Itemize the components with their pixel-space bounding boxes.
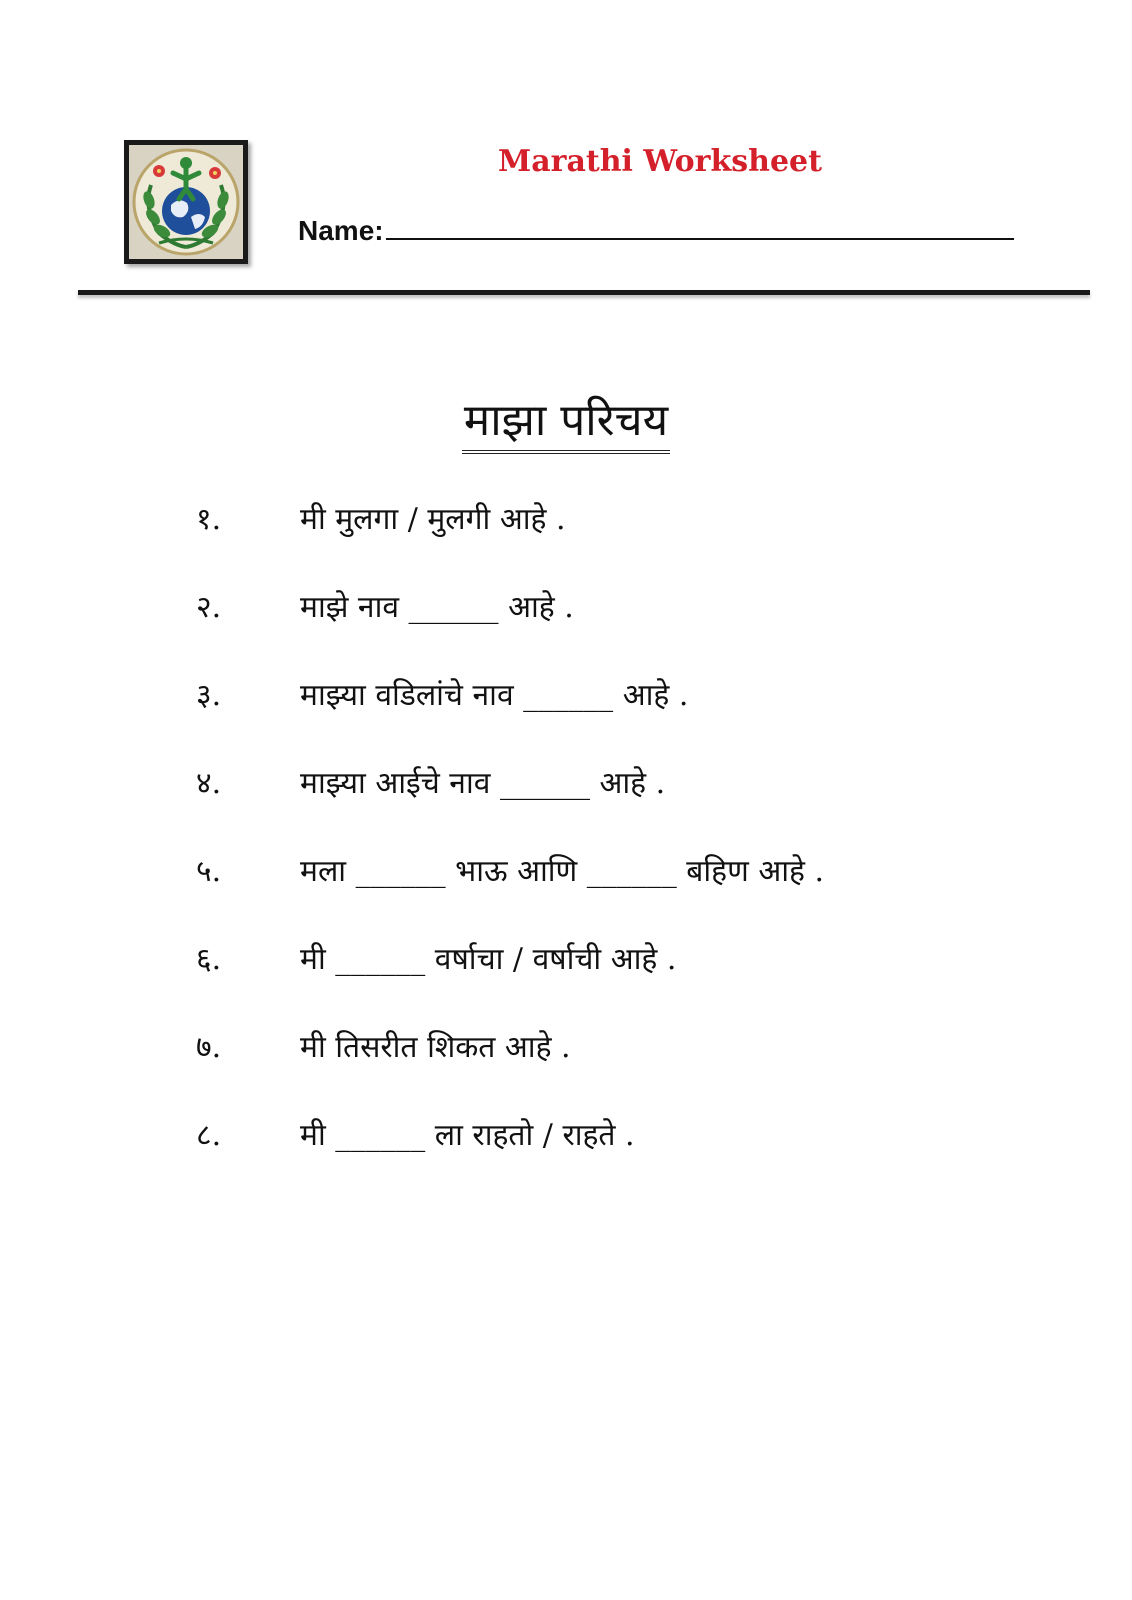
item-text: माझे नाव ______ आहे .: [300, 590, 574, 625]
item-number: ५.: [196, 854, 222, 889]
item-number: २.: [196, 590, 222, 625]
worksheet-title: Marathi Worksheet: [498, 144, 822, 179]
item-number: ८.: [196, 1118, 222, 1153]
list-item: [196, 500, 1076, 588]
item-number: ६.: [196, 942, 222, 977]
item-number: १.: [196, 502, 222, 537]
name-field: [298, 212, 1014, 247]
item-text: माझ्या आईचे नाव ______ आहे .: [300, 766, 666, 801]
item-text: माझ्या वडिलांचे नाव ______ आहे .: [300, 678, 689, 713]
page-heading-text: माझा परिचय: [462, 392, 670, 454]
school-logo: [124, 140, 248, 264]
item-number: ४.: [196, 766, 222, 801]
item-text: मी तिसरीत शिकत आहे .: [300, 1030, 571, 1065]
item-text: मी मुलगा / मुलगी आहे .: [300, 502, 566, 537]
list-item: [196, 676, 1076, 764]
list-item: [196, 852, 1076, 940]
page-heading: [0, 392, 1132, 454]
list-item: [196, 1028, 1076, 1116]
item-text: मी ______ ला राहतो / राहते .: [300, 1118, 635, 1153]
question-list: [196, 500, 1076, 1204]
list-item: [196, 588, 1076, 676]
list-item: [196, 940, 1076, 1028]
item-text: मी ______ वर्षाचा / वर्षाची आहे .: [300, 942, 677, 977]
list-item: [196, 1116, 1076, 1204]
name-label: Name:: [298, 215, 384, 246]
header-divider: [78, 290, 1090, 295]
item-number: ७.: [196, 1030, 222, 1065]
item-text: मला ______ भाऊ आणि ______ बहिण आहे .: [300, 854, 824, 889]
globe-emblem-icon: [129, 145, 243, 259]
item-number: ३.: [196, 678, 222, 713]
list-item: [196, 764, 1076, 852]
name-blank-line[interactable]: [386, 212, 1014, 240]
